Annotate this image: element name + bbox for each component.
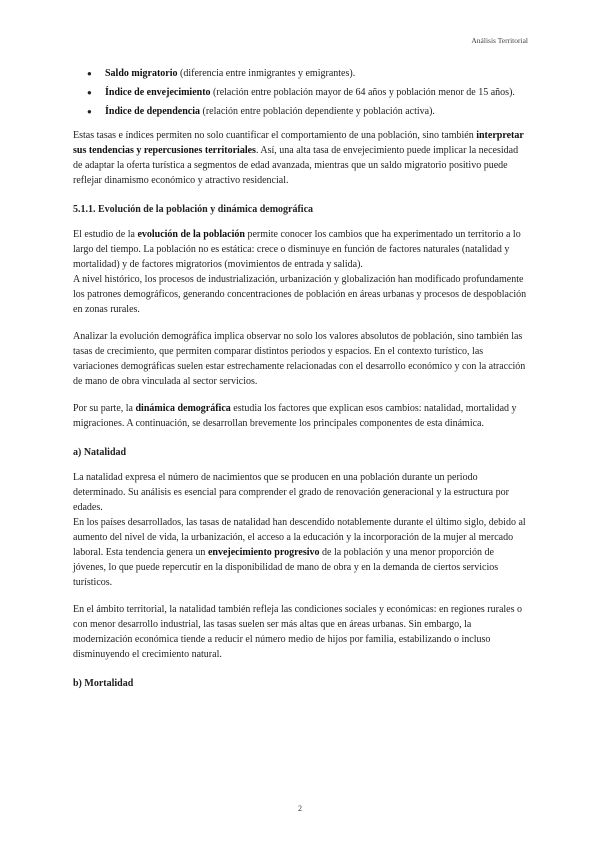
subsection-heading: b) Mortalidad [73, 678, 134, 689]
running-header: Análisis Territorial [471, 36, 528, 45]
indicator-list [73, 66, 528, 119]
paragraph: Analizar la evolución demográfica implica observar no solo los valores absolutos de población, sino también las tasas de crecimiento, que permiten comparar distintos periodos y espacios. En el contexto turístico, las variaciones demográficas suelen estar estrechamente relacionadas con el desarrollo económico y con la atracción de mano de obra vinculada al sector servicios. [73, 331, 526, 387]
text-run: de la población y una menor proporción de jóvenes, lo que puede repercutir en la disponibilidad de mano de obra y en la demanda de ciertos servicios turísticos. [73, 547, 499, 588]
bullet-term: Índice de dependencia [105, 106, 201, 117]
text-run: En los países desarrollados, las tasas de natalidad han descendido notablemente durante el último siglo, debido al aumento del nivel de vida, la urbanización, el acceso a la educación y la incorporación de la mujer al mercado laboral. Esta tendencia genera un [73, 517, 526, 558]
bold-phrase: dinámica demográfica [135, 403, 231, 414]
bold-phrase: evolución de la población [137, 229, 245, 240]
bullet-term: Saldo migratorio [105, 68, 178, 79]
subsection-heading: a) Natalidad [73, 447, 127, 458]
paragraph [73, 128, 528, 188]
paragraph [73, 227, 528, 317]
text-run: estudia los factores que explican esos cambios: natalidad, mortalidad y migraciones. A continuación, se desarrollan brevemente los principales componentes de esta dinámica. [73, 403, 517, 429]
text-run: permite conocer los cambios que ha experimentado un territorio a lo largo del tiempo. La población no es estática: crece o disminuye en función de factores naturales (natalidad y mortalidad) y de factores migratorios (movimientos de entrada y salida). [73, 229, 521, 270]
text-run: A nivel histórico, los procesos de industrialización, urbanización y globalización han modificado profundamente los patrones demográficos, generando concentraciones de población en áreas urbanas y procesos de despoblación en zonas rurales. [73, 274, 527, 315]
bullet-desc: (relación entre población dependiente y población activa). [200, 106, 435, 117]
text-run: Por su parte, la [73, 403, 136, 414]
page-number: 2 [298, 804, 302, 813]
bullet-desc: (relación entre población mayor de 64 años y población menor de 15 años). [210, 87, 515, 98]
list-item [105, 85, 528, 100]
text-run: La natalidad expresa el número de nacimientos que se producen en una población durante un periodo determinado. Su análisis es esencial para comprender el grado de renovación generacional y la estructura por edades. [73, 472, 509, 513]
bold-phrase: interpretar sus tendencias y repercusiones territoriales [73, 130, 524, 156]
bullet-desc: (diferencia entre inmigrantes y emigrantes). [177, 68, 356, 79]
text-run: . Así, una alta tasa de envejecimiento puede implicar la necesidad de adaptar la oferta turística a segmentos de edad avanzada, mientras que un saldo migratorio positivo puede reflejar dinamismo económico y atractivo residencial. [73, 145, 519, 186]
page-body [73, 66, 528, 701]
paragraph: En el ámbito territorial, la natalidad también refleja las condiciones sociales y económicas: en regiones rurales o con menor desarrollo industrial, las tasas suelen ser más altas que en áreas urbanas. Sin embargo, la modernización económica tiende a reducir el número medio de hijos por familia, estabilizando o incluso disminuyendo el crecimiento natural. [73, 604, 522, 660]
list-item [105, 66, 528, 81]
section-heading: 5.1.1. Evolución de la población y dinámica demográfica [73, 204, 314, 215]
text-run: Estas tasas e índices permiten no solo cuantificar el comportamiento de una población, sino también [73, 130, 477, 141]
text-run: El estudio de la [73, 229, 138, 240]
bold-phrase: envejecimiento progresivo [207, 547, 320, 558]
list-item [105, 104, 528, 119]
paragraph [73, 470, 528, 590]
paragraph [73, 401, 528, 431]
bullet-term: Índice de envejecimiento [105, 87, 211, 98]
